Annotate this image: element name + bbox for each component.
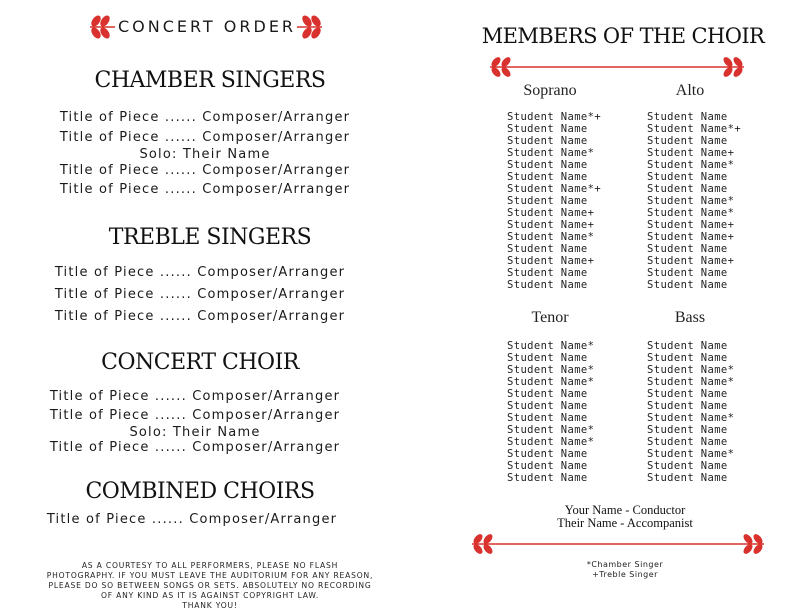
tenor-list: [507, 340, 594, 484]
student-name: Student Name+: [507, 219, 595, 231]
student-name: Student Name: [647, 352, 728, 364]
student-name: Student Name: [507, 472, 588, 484]
voice-label-tenor: Tenor: [531, 309, 569, 326]
student-name: Student Name*+: [507, 111, 602, 123]
courtesy-line: THANK YOU!: [182, 601, 238, 610]
student-name: Student Name*: [647, 376, 735, 388]
courtesy-line: PHOTOGRAPHY. IF YOU MUST LEAVE THE AUDITORIUM FOR ANY REASON,: [46, 571, 374, 580]
student-name: Student Name+: [507, 255, 595, 267]
student-name: Student Name: [507, 159, 588, 171]
student-name: Student Name*: [507, 364, 595, 376]
program-line: Title of Piece ...... Composer/Arranger: [49, 389, 341, 404]
laurel-divider-bottom-icon: [468, 533, 768, 555]
student-name: Student Name*: [647, 412, 735, 424]
student-name: Student Name*: [647, 364, 735, 376]
student-name: Student Name: [647, 340, 728, 352]
student-name: Student Name: [507, 267, 588, 279]
voice-label-soprano: Soprano: [523, 82, 577, 99]
student-name: Student Name: [507, 123, 588, 135]
student-name: Student Name: [647, 267, 728, 279]
section-title-treble-singers: TREBLE SINGERS: [108, 225, 312, 250]
voice-label-alto: Alto: [675, 82, 705, 99]
program-line: Title of Piece ...... Composer/Arranger: [46, 512, 338, 527]
conductor-line: Your Name - Conductor: [564, 503, 686, 517]
student-name: Student Name: [507, 460, 588, 472]
program-line: Title of Piece ...... Composer/Arranger: [59, 182, 351, 197]
program-line: Title of Piece ...... Composer/Arranger: [59, 130, 351, 145]
soprano-list: [507, 111, 601, 291]
legend: [560, 560, 690, 580]
program-line: Title of Piece ...... Composer/Arranger: [54, 265, 346, 280]
voice-label-bass: Bass: [674, 309, 706, 326]
student-name: Student Name*: [507, 376, 595, 388]
student-name: Student Name: [507, 400, 588, 412]
student-name: Student Name*: [647, 448, 735, 460]
student-name: Student Name: [507, 171, 588, 183]
student-name: Student Name+: [647, 255, 735, 267]
student-name: Student Name: [647, 111, 728, 123]
student-name: Student Name: [647, 460, 728, 472]
student-name: Student Name: [647, 135, 728, 147]
student-name: Student Name+: [647, 147, 735, 159]
program-line: Title of Piece ...... Composer/Arranger: [49, 440, 341, 455]
student-name: Student Name: [507, 448, 588, 460]
student-name: Student Name*: [507, 436, 595, 448]
student-name: Student Name*: [507, 340, 595, 352]
student-name: Student Name+: [647, 231, 735, 243]
student-name: Student Name+: [507, 207, 595, 219]
solo-line: Solo: Their Name: [129, 425, 261, 440]
student-name: Student Name*: [647, 159, 735, 171]
student-name: Student Name: [507, 352, 588, 364]
student-name: Student Name: [647, 424, 728, 436]
student-name: Student Name*: [647, 207, 735, 219]
laurel-right-icon: [296, 14, 324, 40]
student-name: Student Name: [647, 171, 728, 183]
alto-list: [647, 111, 741, 291]
student-name: Student Name: [507, 412, 588, 424]
courtesy-line: PLEASE DO SO BETWEEN SONGS OR SETS. ABSOLUTELY NO RECORDING: [48, 581, 372, 590]
program-line: Title of Piece ...... Composer/Arranger: [54, 309, 346, 324]
student-name: Student Name: [507, 135, 588, 147]
section-title-concert-choir: CONCERT CHOIR: [101, 350, 299, 375]
student-name: Student Name: [647, 472, 728, 484]
student-name: Student Name: [507, 195, 588, 207]
student-name: Student Name*: [507, 231, 595, 243]
student-name: Student Name: [507, 243, 588, 255]
student-name: Student Name+: [647, 219, 735, 231]
concert-order-header: CONCERT ORDER: [117, 17, 297, 36]
student-name: Student Name*+: [647, 123, 742, 135]
program-line: Title of Piece ...... Composer/Arranger: [59, 163, 351, 178]
section-title-chamber-singers: CHAMBER SINGERS: [94, 68, 326, 93]
members-header: MEMBERS OF THE CHOIR: [481, 24, 765, 48]
student-name: Student Name: [647, 388, 728, 400]
student-name: Student Name*: [507, 147, 595, 159]
student-name: Student Name: [647, 400, 728, 412]
student-name: Student Name*+: [507, 183, 602, 195]
student-name: Student Name: [647, 436, 728, 448]
legend-chamber-singer: *Chamber Singer: [586, 560, 664, 569]
solo-line: Solo: Their Name: [139, 147, 271, 162]
program-line: Title of Piece ...... Composer/Arranger: [54, 287, 346, 302]
student-name: Student Name: [507, 388, 588, 400]
program-line: Title of Piece ...... Composer/Arranger: [59, 110, 351, 125]
student-name: Student Name: [507, 279, 588, 291]
legend-treble-singer: +Treble Singer: [592, 570, 658, 579]
student-name: Student Name: [647, 279, 728, 291]
bass-list: [647, 340, 734, 484]
courtesy-line: AS A COURTESY TO ALL PERFORMERS, PLEASE NO FLASH: [81, 561, 339, 570]
courtesy-line: OF ANY KIND AS IT IS AGAINST COPYRIGHT LAW.: [100, 591, 320, 600]
courtesy-notice: [40, 561, 380, 611]
laurel-divider-top-icon: [486, 56, 748, 78]
student-name: Student Name: [647, 243, 728, 255]
program-line: Title of Piece ...... Composer/Arranger: [49, 408, 341, 423]
student-name: Student Name*: [647, 195, 735, 207]
student-name: Student Name: [647, 183, 728, 195]
accompanist-line: Their Name - Accompanist: [557, 516, 693, 530]
student-name: Student Name*: [507, 424, 595, 436]
section-title-combined-choirs: COMBINED CHOIRS: [85, 479, 315, 504]
